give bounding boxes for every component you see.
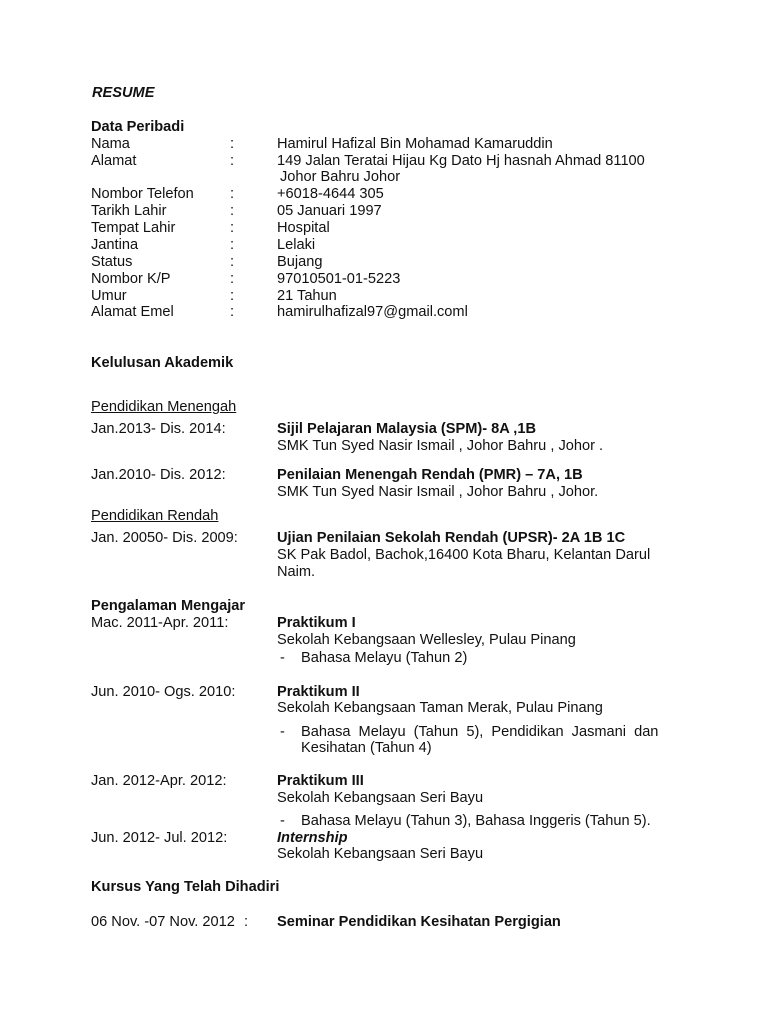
field-label: Nama	[91, 136, 130, 152]
entry-school: SK Pak Badol, Bachok,16400 Kota Bharu, Kelantan Darul	[277, 547, 651, 563]
entry-date: Jan.2010- Dis. 2012:	[91, 467, 226, 483]
entry-title: Ujian Penilaian Sekolah Rendah (UPSR)- 2A 1B 1C	[277, 530, 626, 546]
field-label: Tarikh Lahir	[91, 203, 167, 219]
entry-date: Jun. 2012- Jul. 2012:	[91, 830, 228, 846]
field-colon: :	[230, 288, 235, 304]
entry-date: 06 Nov. -07 Nov. 2012	[91, 914, 235, 930]
entry-title: Praktikum III	[277, 773, 364, 789]
field-value: 149 Jalan Teratai Hijau Kg Dato Hj hasnah Ahmad 81100	[277, 153, 645, 169]
subjects-line: Bahasa Melayu (Tahun 5), Pendidikan Jasmani dan	[301, 724, 659, 740]
courses-heading: Kursus Yang Telah Dihadiri	[91, 879, 280, 895]
field-colon: :	[230, 186, 235, 202]
field-colon: :	[230, 237, 235, 253]
entry-subjects: Bahasa Melayu (Tahun 2)	[301, 650, 468, 666]
page-title: RESUME	[92, 85, 155, 101]
field-value: +6018-4644 305	[277, 186, 384, 202]
field-colon: :	[230, 153, 235, 169]
bullet-dash: -	[280, 650, 285, 666]
entry-date: Jun. 2010- Ogs. 2010:	[91, 684, 236, 700]
entry-subjects	[301, 724, 677, 741]
entry-title: Praktikum I	[277, 615, 356, 631]
field-label: Umur	[91, 288, 127, 304]
field-value: hamirulhafizal97@gmail.coml	[277, 304, 468, 320]
entry-school-cont: Naim.	[277, 564, 316, 580]
field-label: Status	[91, 254, 133, 270]
entry-school: Sekolah Kebangsaan Taman Merak, Pulau Pinang	[277, 700, 603, 716]
field-label: Nombor Telefon	[91, 186, 194, 202]
teaching-heading: Pengalaman Mengajar	[91, 598, 246, 614]
field-colon: :	[230, 254, 235, 270]
field-value: Lelaki	[277, 237, 316, 253]
entry-school: Sekolah Kebangsaan Seri Bayu	[277, 790, 484, 806]
bullet-dash: -	[280, 813, 285, 829]
field-value-cont: Johor Bahru Johor	[280, 169, 401, 185]
primary-education-label: Pendidikan Rendah	[91, 508, 219, 524]
entry-title: Seminar Pendidikan Kesihatan Pergigian	[277, 914, 561, 930]
field-label: Alamat	[91, 153, 137, 169]
field-value: Hospital	[277, 220, 330, 236]
entry-title: Penilaian Menengah Rendah (PMR) – 7A, 1B	[277, 467, 583, 483]
field-colon: :	[230, 136, 235, 152]
personal-heading: Data Peribadi	[91, 119, 185, 135]
entry-school: Sekolah Kebangsaan Wellesley, Pulau Pinang	[277, 632, 576, 648]
secondary-education-label: Pendidikan Menengah	[91, 399, 237, 415]
field-label: Jantina	[91, 237, 139, 253]
field-value: Bujang	[277, 254, 323, 270]
entry-title: Internship	[277, 830, 348, 846]
bullet-dash: -	[280, 724, 285, 740]
entry-title: Praktikum II	[277, 684, 360, 700]
field-value: 05 Januari 1997	[277, 203, 382, 219]
field-colon: :	[230, 220, 235, 236]
entry-school: SMK Tun Syed Nasir Ismail , Johor Bahru , Johor.	[277, 484, 599, 500]
field-colon: :	[230, 271, 235, 287]
entry-date: Jan. 2012-Apr. 2012:	[91, 773, 227, 789]
entry-subjects: Bahasa Melayu (Tahun 3), Bahasa Inggeris (Tahun 5).	[301, 813, 651, 829]
entry-date: Jan. 20050- Dis. 2009:	[91, 530, 238, 546]
entry-school: SMK Tun Syed Nasir Ismail , Johor Bahru , Johor .	[277, 438, 604, 454]
field-value: Hamirul Hafizal Bin Mohamad Kamaruddin	[277, 136, 553, 152]
field-colon: :	[230, 304, 235, 320]
field-value: 97010501-01-5223	[277, 271, 401, 287]
field-label: Alamat Emel	[91, 304, 174, 320]
entry-subjects-cont: Kesihatan (Tahun 4)	[301, 740, 432, 756]
entry-title: Sijil Pelajaran Malaysia (SPM)- 8A ,1B	[277, 421, 537, 437]
field-label: Nombor K/P	[91, 271, 171, 287]
entry-date: Jan.2013- Dis. 2014:	[91, 421, 226, 437]
field-value: 21 Tahun	[277, 288, 337, 304]
entry-colon: :	[244, 914, 249, 930]
entry-school: Sekolah Kebangsaan Seri Bayu	[277, 846, 484, 862]
academic-heading: Kelulusan Akademik	[91, 355, 234, 371]
field-label: Tempat Lahir	[91, 220, 176, 236]
field-colon: :	[230, 203, 235, 219]
entry-date: Mac. 2011-Apr. 2011:	[91, 615, 229, 631]
